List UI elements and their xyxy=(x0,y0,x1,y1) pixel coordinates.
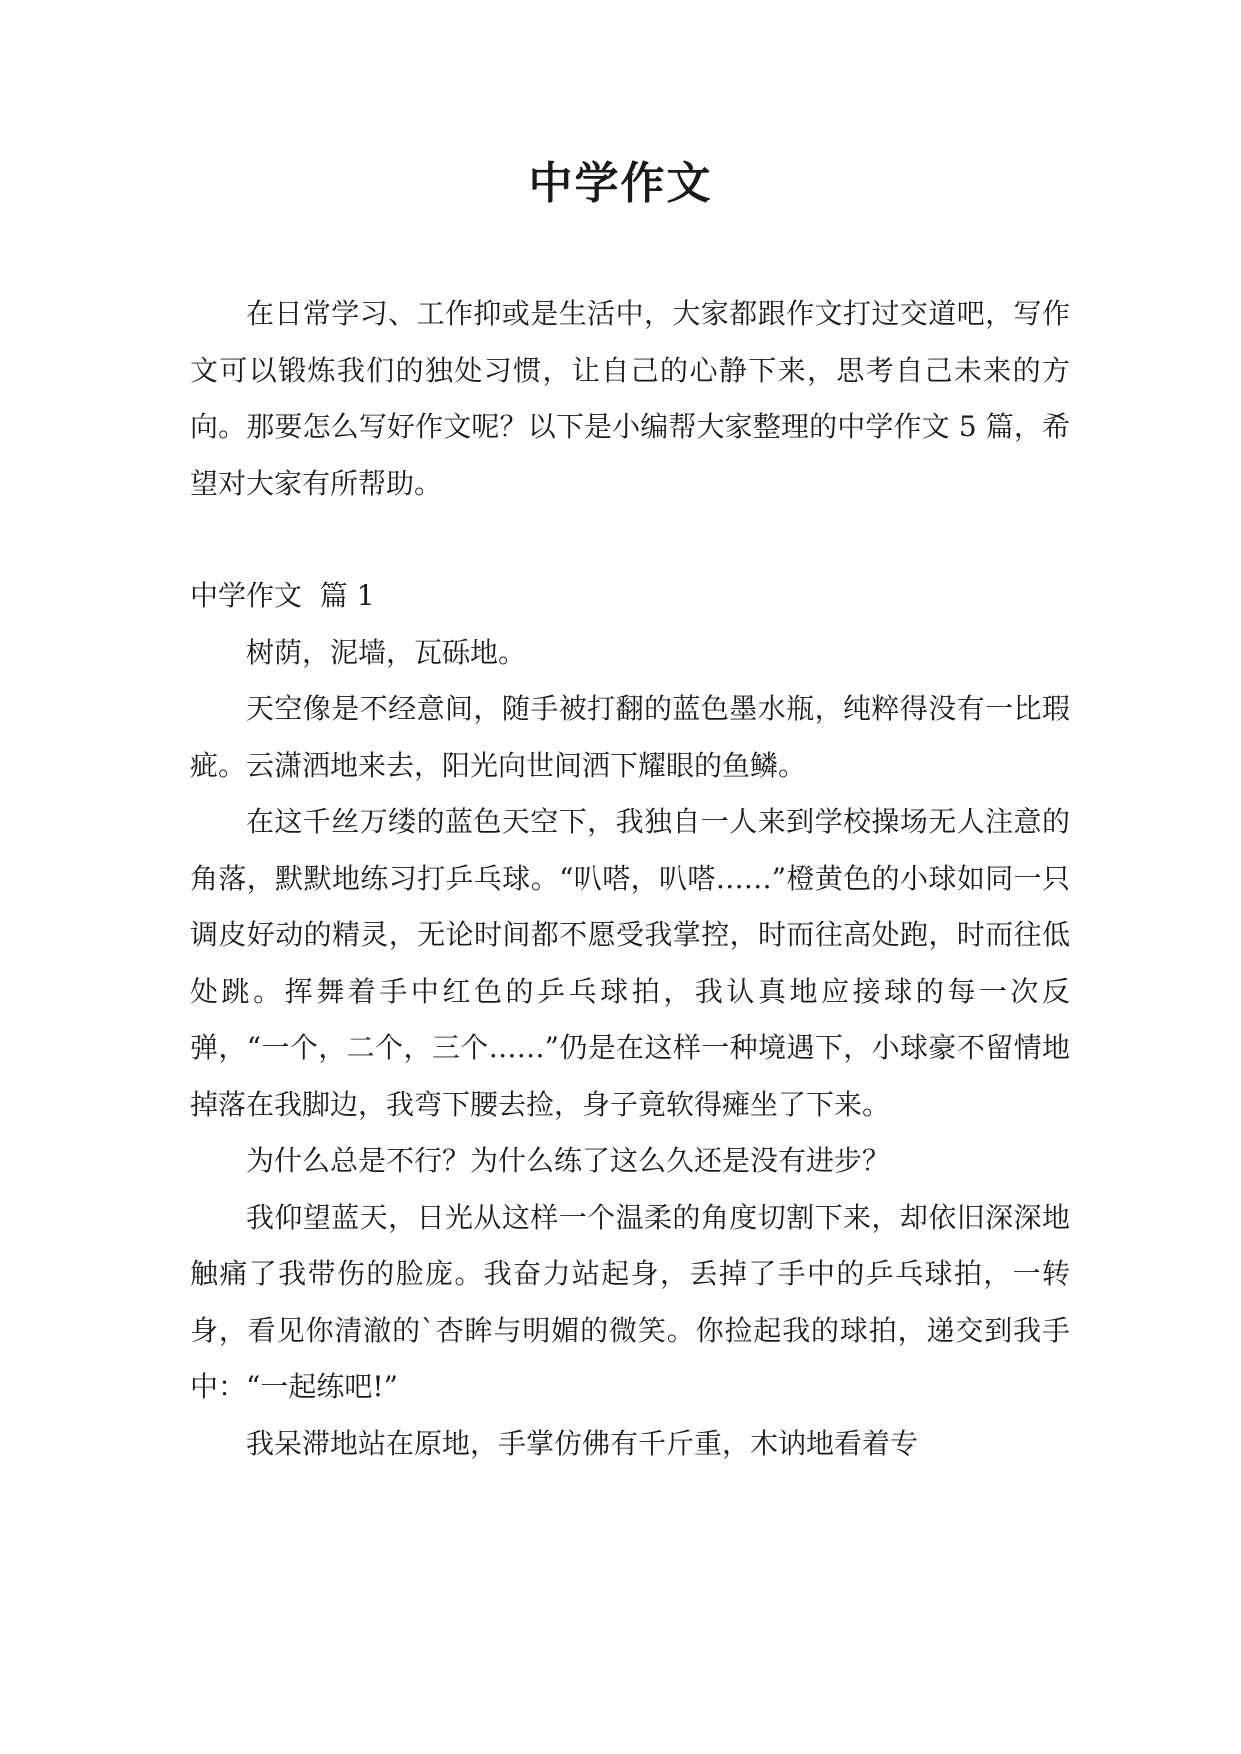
document-body xyxy=(190,286,1070,1472)
intro-paragraph: 在日常学习、工作抑或是生活中，大家都跟作文打过交道吧，写作文可以锻炼我们的独处习惯，让自己的心静下来，思考自己未来的方向。那要怎么写好作文呢？以下是小编帮大家整理的中学作文 5 篇，希望对大家有所帮助。 xyxy=(190,297,1070,500)
paragraph: 我呆滞地站在原地，手掌仿佛有千斤重，木讷地看着专 xyxy=(246,1426,919,1460)
paragraph: 为什么总是不行？为什么练了这么久还是没有进步？ xyxy=(246,1144,891,1177)
paragraph: 我仰望蓝天，日光从这样一个温柔的角度切割下来，却依旧深深地触痛了我带伤的脸庞。我奋力站起身，丢掉了手中的乒乓球拍，一转身，看见你清澈的`杏眸与明媚的微笑。你捡起我的球拍，递交到我手中：“一起练吧!” xyxy=(190,1200,1070,1403)
document-title: 中学作文 xyxy=(528,158,713,209)
section-heading: 中学作文 篇 1 xyxy=(190,579,375,612)
paragraph: 天空像是不经意间，随手被打翻的蓝色墨水瓶，纯粹得没有一比瑕疵。云潇洒地来去，阳光向世间洒下耀眼的鱼鳞。 xyxy=(190,692,1070,782)
paragraph: 树荫，泥墙，瓦砾地。 xyxy=(246,635,527,669)
paragraph: 在这千丝万缕的蓝色天空下，我独自一人来到学校操场无人注意的角落，默默地练习打乒乓球。“叭嗒，叭嗒……”橙黄色的小球如同一只调皮好动的精灵，无论时间都不愿受我掌控，时而往高处跑，时而往低处跳。挥舞着手中红色的乒乓球拍，我认真地应接球的每一次反弹，“一个，二个，三个……”仍是在这样一种境遇下，小球豪不留情地掉落在我脚边，我弯下腰去捡，身子竟软得瘫坐了下来。 xyxy=(190,805,1070,1121)
